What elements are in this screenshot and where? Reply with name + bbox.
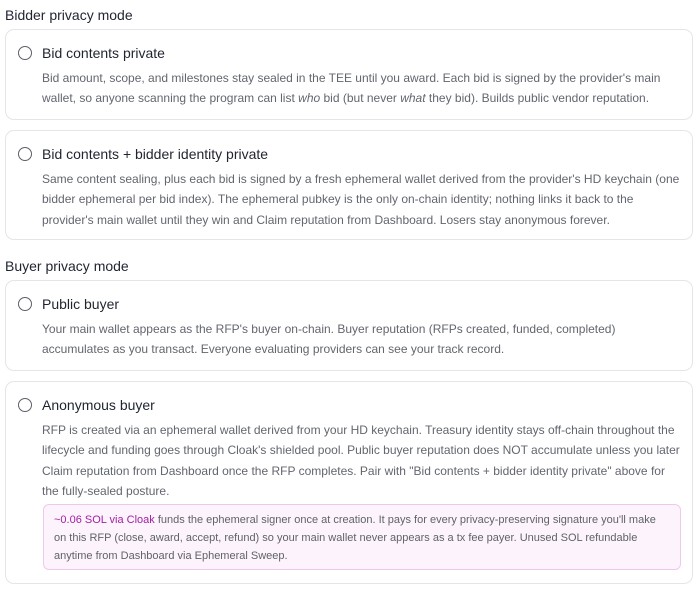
option-bid-contents-private[interactable] (5, 29, 693, 120)
radio-button[interactable] (18, 46, 32, 60)
option-title: Anonymous buyer (42, 397, 155, 413)
option-description: Bid amount, scope, and milestones stay sealed in the TEE until you award. Each bid is signed by the provider's main wallet, so anyone scanning the program can list who bid (but never what they bid). Builds public vendor reputation. (42, 71, 661, 106)
funding-note-text: funds the ephemeral signer once at creation. It pays for every privacy-preserving signature you'll make on this RFP (close, award, accept, refund) so your main wallet never appears as a tx fee payer. Unused SOL refundable anytime from Dashboard via Ephemeral Sweep. (54, 514, 656, 563)
radio-button[interactable] (18, 398, 32, 412)
option-description: Same content sealing, plus each bid is signed by a fresh ephemeral wallet derived from the provider's HD keychain (one bidder ephemeral per bid index). The ephemeral pubkey is the only on-chain identity; nothing links it back to the provider's main wallet until they win and Claim reputation from Dashboard. Losers stay anonymous forever. (42, 172, 680, 227)
funding-amount-highlight: ~0.06 SOL via Cloak (54, 514, 155, 526)
option-bid-contents-identity-private[interactable] (5, 130, 693, 240)
bidder-privacy-heading: Bidder privacy mode (5, 7, 133, 23)
ephemeral-funding-note (43, 504, 681, 570)
buyer-privacy-heading: Buyer privacy mode (5, 258, 129, 274)
option-title: Bid contents private (42, 45, 165, 61)
option-public-buyer[interactable] (5, 280, 693, 371)
option-anonymous-buyer[interactable] (5, 381, 693, 584)
radio-button[interactable] (18, 297, 32, 311)
option-title: Public buyer (42, 296, 120, 312)
option-description: Your main wallet appears as the RFP's buyer on-chain. Buyer reputation (RFPs created, funded, completed) accumulates as you transact. Everyone evaluating providers can see your track record. (42, 322, 616, 357)
option-title: Bid contents + bidder identity private (42, 146, 269, 162)
option-description: RFP is created via an ephemeral wallet derived from your HD keychain. Treasury identity stays off-chain throughout the lifecycle and funding goes through Cloak's shielded pool. Public buyer reputation does NOT accumulate unless you later Claim reputation from Dashboard once the RFP completes. Pair with "Bid contents + bidder identity private" above for the fully-sealed posture. (42, 423, 680, 498)
radio-button[interactable] (18, 147, 32, 161)
